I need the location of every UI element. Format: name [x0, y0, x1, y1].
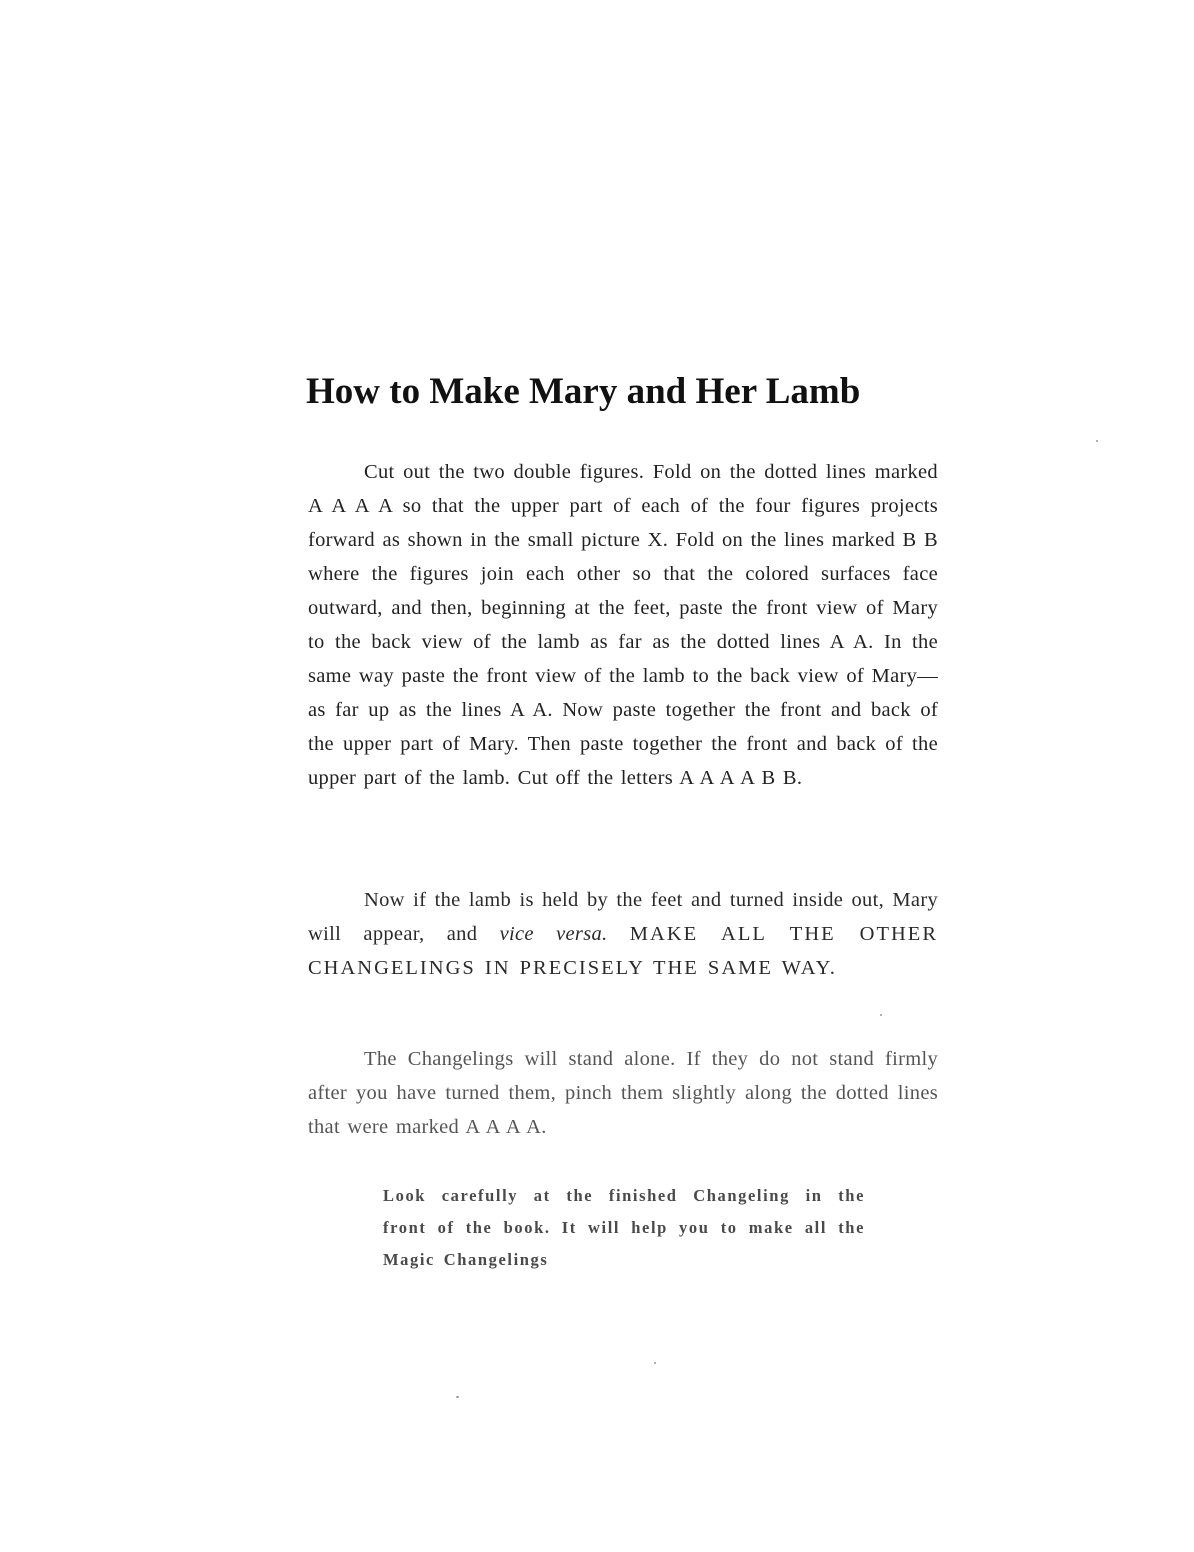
closing-note: Look carefully at the finished Changeling in the front of the book. It will help you to make all the Magic Changelings: [383, 1186, 865, 1269]
instructions-text: Cut out the two double figures. Fold on the dotted lines marked A A A A so that the upper part of each of the four figures projects forward as shown in the small picture X. Fold on the lines marked B B where the figures join each other so that the colored surfaces face outward, and then, beginning at the feet, paste the front view of Mary to the back view of the lamb as far as the dotted lines A A. In the same way paste the front view of the lamb to the back view of Mary—as far up as the lines A A. Now paste together the front and back of the upper part of Mary. Then paste together the front and back of the upper part of the lamb. Cut off the letters A A A A B B.: [308, 461, 938, 789]
turning-caps-text: MAKE ALL THE OTHER CHANGELINGS IN PRECISELY THE SAME WAY.: [308, 923, 938, 979]
paper-speck: [654, 1362, 656, 1364]
paper-speck: [456, 1396, 459, 1398]
vice-versa-italic: vice versa.: [499, 923, 608, 945]
paper-speck: [1096, 440, 1098, 442]
standing-paragraph: [308, 1042, 938, 1144]
turning-text: Now if the lamb is held by the feet and turned inside out, Mary will appear, and: [308, 889, 938, 945]
page-title: How to Make Mary and Her Lamb: [306, 371, 861, 412]
instructions-paragraph: [308, 455, 938, 795]
turning-paragraph: [308, 883, 938, 985]
paper-speck: [880, 1014, 882, 1016]
standing-text: The Changelings will stand alone. If they do not stand firmly after you have turned them, pinch them slightly along the dotted lines that were marked A A A A.: [308, 1048, 938, 1138]
